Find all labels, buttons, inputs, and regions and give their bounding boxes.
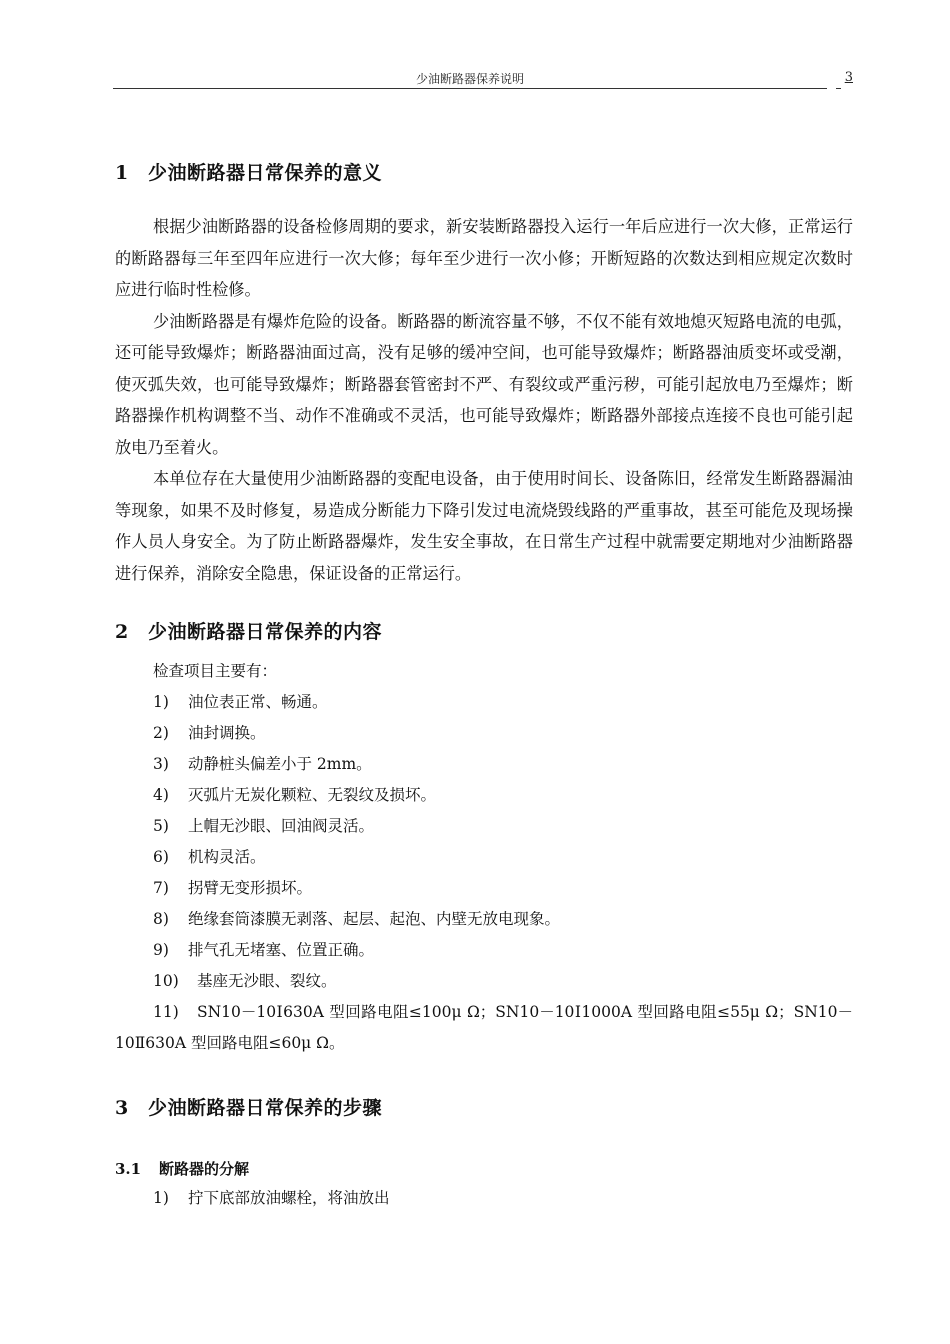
list-item: 1) 拧下底部放油螺栓，将油放出 <box>153 1189 390 1207</box>
list-item: 2) 油封调换。 <box>153 724 266 742</box>
list-item: 5) 上帽无沙眼、回油阀灵活。 <box>153 817 375 835</box>
document-body <box>115 158 853 1214</box>
list-item: 3) 动静桩头偏差小于 2mm。 <box>153 755 372 773</box>
section-2-heading <box>115 617 853 644</box>
page-number: 3 <box>844 70 853 85</box>
paragraph: 根据少油断路器的设备检修周期的要求，新安装断路器投入运行一年后应进行一次大修，正常运行的断路器每三年至四年应进行一次大修；每年至少进行一次小修；开断短路的次数达到相应规定次数时应进行临时性检修。 <box>115 217 853 299</box>
subsection-3-1-heading <box>115 1158 853 1179</box>
section-title: 少油断路器日常保养的步骤 <box>148 1097 383 1119</box>
paragraph: 少油断路器是有爆炸危险的设备。断路器的断流容量不够，不仅不能有效地熄灭短路电流的电弧，还可能导致爆炸；断路器油面过高，没有足够的缓冲空间，也可能导致爆炸；断路器油质变坏或受潮，使灭弧失效，也可能导致爆炸；断路器套管密封不严、有裂纹或严重污秽，可能引起放电乃至爆炸；断路器操作机构调整不当、动作不准确或不灵活，也可能导致爆炸；断路器外部接点连接不良也可能引起放电乃至着火。 <box>115 311 853 457</box>
section-number: 3 <box>115 1097 129 1119</box>
subsection-title: 断路器的分解 <box>159 1160 250 1178</box>
section-number: 2 <box>115 621 129 643</box>
section-title: 少油断路器日常保养的意义 <box>148 162 383 184</box>
subsection-number: 3.1 <box>115 1160 142 1178</box>
list-item: 11) SN10－10Ⅰ630A 型回路电阻≤100μ Ω；SN10－10Ⅰ1000A 型回路电阻≤55μ Ω；SN10－10Ⅱ630A 型回路电阻≤60μ Ω。 <box>115 1003 853 1052</box>
list-item: 9) 排气孔无堵塞、位置正确。 <box>153 941 375 959</box>
list-item: 6) 机构灵活。 <box>153 848 266 866</box>
section-3-heading <box>115 1093 853 1120</box>
section-1-heading <box>115 158 853 185</box>
step-list <box>115 1183 853 1214</box>
page-header <box>113 68 853 90</box>
list-item: 8) 绝缘套筒漆膜无剥落、起层、起泡、内壁无放电现象。 <box>153 910 561 928</box>
header-rule-tail <box>836 88 841 89</box>
list-item: 1) 油位表正常、畅通。 <box>153 693 328 711</box>
paragraph: 本单位存在大量使用少油断路器的变配电设备，由于使用时间长、设备陈旧，经常发生断路器漏油等现象，如果不及时修复，易造成分断能力下降引发过电流烧毁线路的严重事故，甚至可能危及现场操作人员人身安全。为了防止断路器爆炸，发生安全事故，在日常生产过程中就需要定期地对少油断路器进行保养，消除安全隐患，保证设备的正常运行。 <box>115 469 853 583</box>
list-item: 10) 基座无沙眼、裂纹。 <box>153 972 337 990</box>
list-item: 4) 灭弧片无炭化颗粒、无裂纹及损坏。 <box>153 786 437 804</box>
inspection-list <box>115 687 853 1059</box>
section-title: 少油断路器日常保养的内容 <box>148 621 383 643</box>
list-intro: 检查项目主要有： <box>153 662 278 680</box>
header-rule <box>113 88 827 89</box>
list-item: 7) 拐臂无变形损坏。 <box>153 879 313 897</box>
section-number: 1 <box>115 162 129 184</box>
header-title: 少油断路器保养说明 <box>415 72 524 86</box>
